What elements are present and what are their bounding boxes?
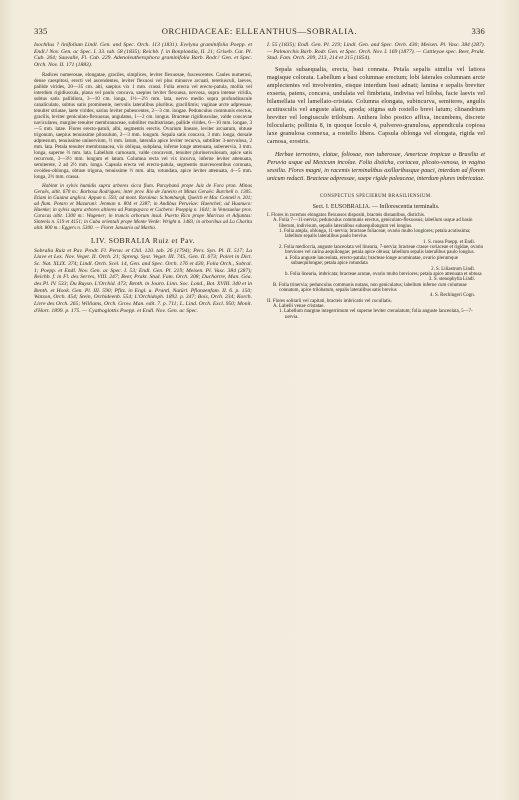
habit-description: Herbae terrestres, elatae, foliosae, non tuberosae, Americae tropicae a Brasilia et Peruvia usque ad Mexicum incolae. Folia disticha, coriacea, plicato-venosa, in vagina sessilia. Flores magni, in racemis terminalibus axillaribusque pauci, interdum ad florem unicum reducti. Bracteae adpressae, saepe rigide paleaceae, interdum plures imbricatae. — [267, 152, 485, 183]
key-species-name: 4. S. Rechingeri Cogn. — [430, 293, 475, 299]
running-header — [34, 26, 485, 38]
header-title: ORCHIDACEAE: ELLEANTHUS—SOBRALIA. — [161, 26, 358, 36]
right-column — [267, 42, 485, 787]
key-species-name: 1. S. rosea Poepp. et Endl. — [423, 239, 475, 245]
habitat-paragraph: Habitat in sylvis humidis supra arbores sicca fium. Paraybaná prope Juiz de Fora pron. Minas Geraës, altit. 670 m.: Barbosa Rodrigues; inter prov. Rio de Janeiro et Minas Geraës: Burchell n. 1305. Etiam in Guiana anglica: Appun n. 593; ad mont. Roraima: Schomburgk, Quelch et Mac Connell n. 201; ad flum. Potaro et Mazaruni: Jenman n. 804 et 2387; in Andibus Peruviae: Haenchel; ad Huanuco: Haenke; in sylvis supra arbores altiores ad Pampayaco et Cuchero: Poeppig n. 1641; in Venezuelae prov. Caracas altit. 1300 m.: Wagener; in truncis arborum insul. Puerto Rico prope Maricao et Adjuntas: Sintenis n. 519 et 4151; in Cuba orientali prope Monte Verde: Wright n. 1483; in arboribus ad La Charita altit. 800 m.: Eggers n. 5300. — Floret Januario ad Martio. — [34, 182, 252, 231]
key-entry: I. Flores in racemos elongatos flexuosos dispositi, bracteis distantibus, distichis. — [267, 213, 426, 219]
identification-key — [267, 213, 485, 320]
genus-description: Sepala subaequalia, erecta, basi connata. Petala sepalis similia vel latiora magisque colorata. Labellum a basi columnae erectum; lobi laterales columnam arcte amplectentes vel involventes, eisque interdum basi adnati; lamina e sepalis breviter exserta, patens, concava, undulata vel fimbriata, indivisa vel biloba, facie laevis vel bilamellata vel lamellato-cristata. Columna elongata, subincurva, semiteres, angulis acutiusculis vel anguste alatis, apoda; stigma sub rostello brevi latum; clinandrium breviter vel longiuscule trilobum. Anthera lobo postico affixa, incumbens, discrete bilocularis; pollinia 8, in quoque loculo 4, pulvereo-granulosa, appendicula copiosa laxe granulosa connexa, a rostello libera. Capsula oblonga vel elongata, rigida vel carnosa, erostris. — [267, 66, 485, 146]
page-number-left: 335 — [34, 26, 48, 36]
section-heading: Sect. I. EUSOBRALIA. — Inflorescentia terminalis. — [312, 204, 440, 211]
key-entry: B. Folia trinervia; pedunculus communis nutans, non geniculatus; labellum inferne cum columnae connatum, apice trilobatum, sepalis lateralibus satis brevius — [273, 282, 467, 293]
genus-heading: LIV. SOBRALIA Ruiz et Pav. — [90, 235, 196, 245]
page-number-right: 336 — [471, 26, 485, 36]
key-entry: 2. Folia mediocria, anguste lanceolata vel linearia, 7-nervia; bracteae crasse coriaceae et rigidae, ovario breviores vel carina aequilongae; petala apice obtusa; labellum sepalis lateralibus paulo longius. — [279, 245, 484, 256]
key-entry: II. Flores solitarii vel capitati, bracteis imbricatis vel cucullatis. — [267, 298, 392, 304]
conspectus-heading: CONSPECTUS SPECIERUM BRASILIENSIUM. — [319, 194, 433, 200]
left-column — [34, 42, 252, 787]
key-entry: 1. Labellum margine integerrimum vel superne leviter crenulatum; folia anguste lanceolata, 5—7-nervia. — [279, 309, 473, 320]
key-entry: A. Labelli venae cristatae. — [273, 303, 325, 309]
key-entry: 1. Folia ampla, oblonga, 11-nervia; bracteae foliaceae, ovario multo longiores; petala acutissima; labellum sepalis lateralibus paulo brevius — [279, 229, 471, 240]
species-description: Radices numerosae, elongatae, graciles, simplices, leviter flexuosae, fuscescentes. Caules numerosi, dense caespitosi, erecti vel ascendentes, leviter flexuosi vel plus minusve arcuati, teretiusculi, laeves, pallide virides, 20—35 cm. alti, saepius vix 1 mm. crassi. Folia erecta vel erecto-patula, mollia vel interdum rigidiuscula, plana vel paulo concava, saepius leviter flexuosa, nervosa, supra intense viridia, subtus satis pallidiora, 3—10 cm. longa, 1½—2½ mm. lata, nervo medio supra profundiuscule canaliculato, subtus satis prominente, nervulis lateralibus pluribus, gracillimis; vaginae arcte adpressae, tenuiter striatae, laete virides, sarius leviter pubescentes, 2—3 cm. longae. Pedunculus communis erectus, gracilis, leviter geniculato-flexuosus, angulatus, 1—2 cm. longus. Bracteae rigidiusculae, valde concavae naviculares, margine tenuiter membranaceae, subtiliter multistriatae, pallide virides, 6—10 mm. longae, 3—5 mm. latae. Flores erecto-patuli, albi, segmentis erectis. Ovarium lineare, leviter arcuatum, obtuse trigonum, saepius tenuissime pilosulum, 2—3 mm. longum. Sepala satis concava, 3 mm. longa, dorsale adpressum, tenuissime uninervium, ½ mm. latum, lateralia apice leviter recurva, subtiliter 3-nervulosa, 2 mm. lata. Petala tenuiter membranacea, vix obliqua, subplana, inferne longe attenuata, subenervia, 3 mm. longa, superne ⅔ mm. lata. Labellum carnosum, valde concavum, tenuiter plurinervulosum, apice satis recurvum, 3—3½ mm. longum et latum. Columna recta vel vix incurva, inferne leviter attenuata, semiterete, 2 ad 2½ mm. longa. Capsula erecta vel erecto-patula, segmentis marcescentibus coronata, ovoideo-oblonga, obtuse trigona, tenuissime ½ mm. alta, rotundata, apice leviter attenuata, 4—5 mm. longa, 2½ mm. crassa. — [34, 71, 252, 180]
genus-synonymy: Sobralia Ruiz et Pav. Prodr. Fl. Peruv. et Chil. 120. tab. 26 (1794); Pers. Syn. Pl. II. 517; La Llave et Lex. Nov. Veget. II. Orch. 21; Spreng. Syst. Veget. III. 745, Gen. II. 673; Poiret in Dict. Sc. Nat. XLIX. 374; Lindl. Orch. Scel. 14, Gen. and Spec. Orch. 176 et 430, Folia Orch., Sobral. 1; Poepp. et Endl. Nov. Gen. ac Spec. I. 53; Endl. Gen. Pl. 219; Meisen. Pl. Vasc. 384 (287); Reichb. f. in Fl. des Serres, VIII. 247; Beer, Prakt. Stud. Fam. Orch. 308; Duchartre, Man. Géa. des Pl. IV. 533; Du Buysn. L'Orchid. 473; Benth. in Journ. Linn. Soc. Lond., Bot. XVIII. 340 et in Benth. et Hook. Gen. Pl. III. 590; Pfitz. in Engl. u. Prantl, Natürl. Pflanzenfam. II. 6. p. 150; Watson, Orch. 454; Stein, Orchideenb. 554; L'Orchidoph. 1892. p. 347; Bois, Orch. 234; Korch. Livre des Orch. 265; Williams, Orch. Grow. Man. edit. 7. p. 711; L. Lind. Orch. Excl. 950; Monit. d'Hort. 1899. p. 175. — Cyathoglottis Poepp. et Endl. Nov. Gen. ac Spec. — [34, 247, 252, 314]
key-species-name: 2. S. Liliastrum Lindl. — [431, 266, 475, 272]
key-entry: A. Folia 7—11-nervia; pedunculus communis erectus, geniculato-flexuosus; labellum usque ad basin liberum, indivisum, sepalis lateralibus subaequilongum vel longius. — [273, 218, 473, 229]
key-species-name: 3. S. stenophylla Lindl. — [428, 277, 475, 283]
synonymy-continued: I. 55 (1835); Endl. Gen. Pl. 219; Lindl. Gen. and Spec. Orch. 430; Meisen. Pl. Vasc. 384 (287). — Palmorchis Barb. Rodr. Gen. et Spec. Orch. Nov. I. 169 (1877). — Cattleyae spec. Beer, Prakt. Stud. Fam. Orch. 209, 213, 214 et 215 (1854). — [267, 42, 485, 62]
synonym-references: Isochilus ? linifolium Lindl. Gen. and Spec. Orch. 113 (1831). Evelyna graminifolia Poepp. et Endl.! Nov. Gen. ac Spec. I. 33. tab. 58 (1835); Reichb. f. in Bonplandia, II. 21; Griseb. Cat. Pl. Cub. 264; Sauvalle, Fl. Cub. 229. Adenoleutherophora graminifolia Barb. Rodr.! Gen. et Spec. Orch. Nov. II. 171 (1883). — [34, 42, 252, 68]
key-entry: a. Folia anguste lanceolata, erecto-patula; bracteae longe acuminatae, ovario plerumque subaequilongae; petala apice rotundata — [285, 255, 459, 267]
key-entry: b. Folia linearia, imbricata; bracteae acutae, ovario multo breviores; petala apice attenuata et obtusa — [285, 271, 482, 277]
